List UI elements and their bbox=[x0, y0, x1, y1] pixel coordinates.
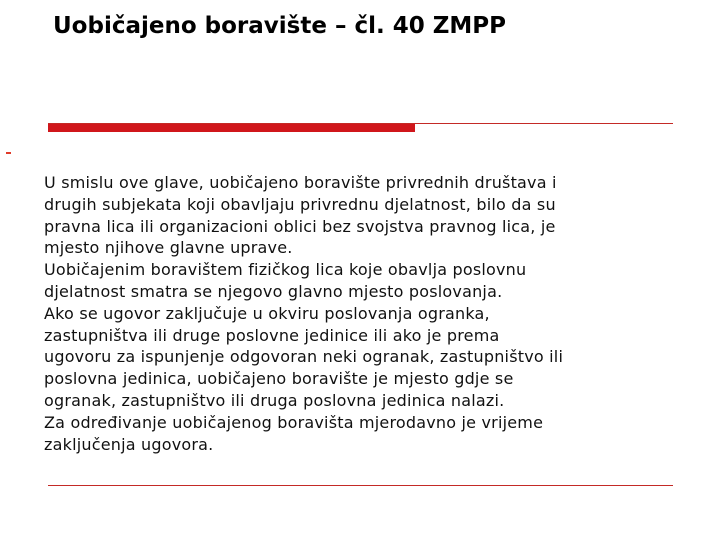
body-line: mjesto njihove glavne uprave. bbox=[44, 238, 293, 258]
body-line: ugovoru za ispunjenje odgovoran neki ogranak, zastupništvo ili bbox=[44, 347, 564, 367]
bottom-divider-thin bbox=[48, 485, 673, 486]
body-line: Za određivanje uobičajenog boravišta mjerodavno je vrijeme bbox=[44, 412, 544, 432]
body-line: djelatnost smatra se njegovo glavno mjesto poslovanja. bbox=[44, 281, 503, 301]
body-line: zaključenja ugovora. bbox=[44, 434, 214, 454]
top-divider-accent-bar bbox=[48, 124, 415, 132]
body-line: drugih subjekata koji obavljaju privrednu djelatnost, bilo da su bbox=[44, 194, 556, 214]
body-line: poslovna jedinica, uobičajeno boravište je mjesto gdje se bbox=[44, 369, 514, 389]
bullet-marker bbox=[6, 152, 11, 154]
body-line: Ako se ugovor zaključuje u okviru poslovanja ogranka, bbox=[44, 303, 490, 323]
body-text bbox=[44, 172, 629, 455]
body-line: U smislu ove glave, uobičajeno boravište privrednih društava i bbox=[44, 173, 557, 192]
body-line: ogranak, zastupništvo ili druga poslovna jedinica nalazi. bbox=[44, 390, 505, 410]
body-line: Uobičajenim boravištem fizičkog lica koje obavlja poslovnu bbox=[44, 260, 527, 280]
body-line: pravna lica ili organizacioni oblici bez svojstva pravnog lica, je bbox=[44, 216, 556, 236]
body-line: zastupništva ili druge poslovne jedinice ili ako je prema bbox=[44, 325, 500, 345]
slide-title: Uobičajeno boravište – čl. 40 ZMPP bbox=[53, 13, 507, 39]
